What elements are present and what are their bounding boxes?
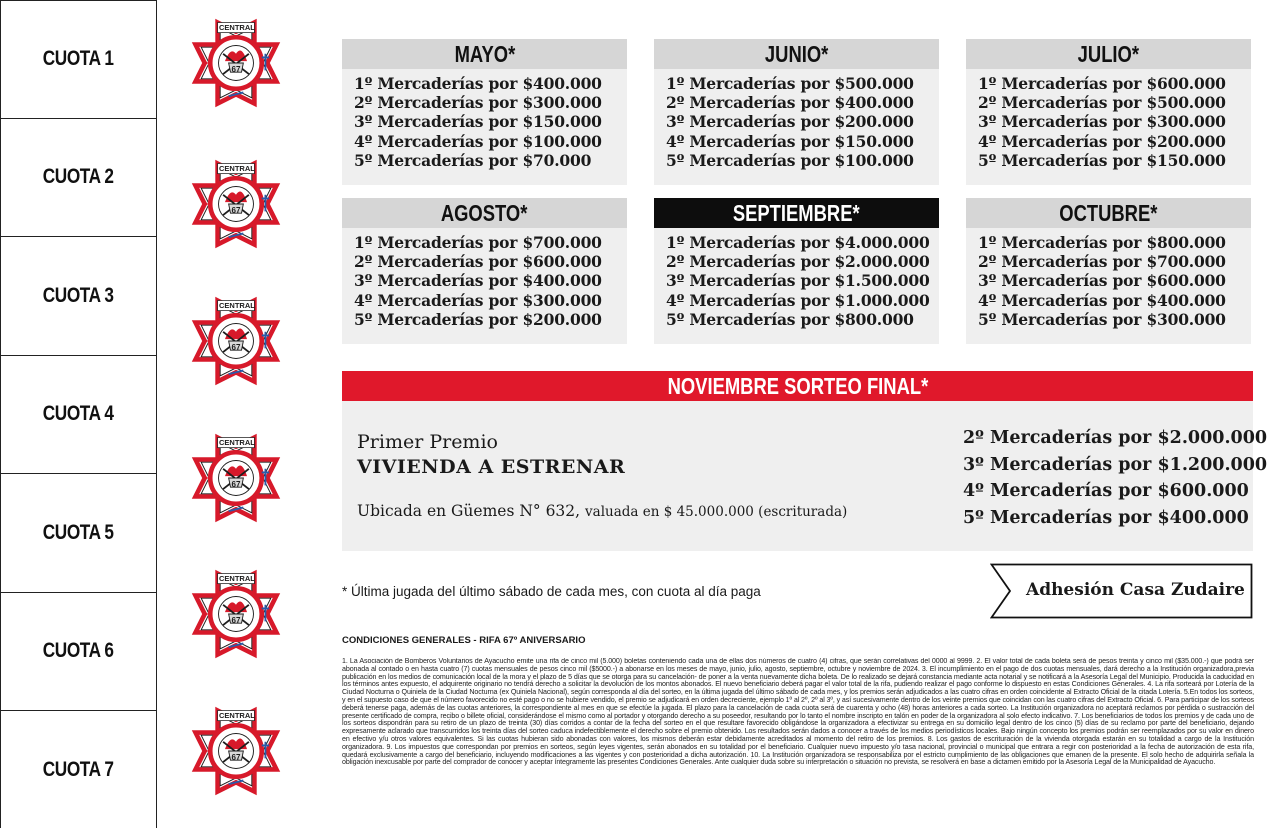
prize-item: 3º Mercaderías por $600.000	[978, 271, 1226, 291]
location-text: Ubicada en Güemes N° 632,	[357, 502, 581, 520]
month-card	[654, 198, 939, 344]
prize-item: 5º Mercaderías por $300.000	[978, 309, 1226, 329]
month-title: OCTUBRE*	[966, 198, 1251, 228]
sponsor-text: Adhesión Casa Zudaire	[1026, 580, 1245, 600]
prize-item: 4º Mercaderías por $1.000.000	[666, 290, 930, 310]
month-title: JUNIO*	[654, 39, 939, 69]
cuota-box	[0, 593, 157, 712]
cuota-box	[0, 0, 157, 119]
prize-item: 4º Mercaderías por $600.000	[963, 481, 1249, 501]
fire-department-emblem	[190, 432, 282, 524]
prize-item: 3º Mercaderías por $200.000	[666, 112, 914, 132]
cuota-label: CUOTA 7	[43, 757, 114, 781]
cuota-box	[0, 711, 157, 828]
cuota-label: CUOTA 3	[43, 283, 114, 307]
prize-item: 5º Mercaderías por $200.000	[354, 309, 602, 329]
final-prize-list	[963, 425, 1267, 531]
month-card	[966, 39, 1251, 185]
cuota-label: CUOTA 1	[43, 47, 114, 71]
prize-item: 4º Mercaderías por $300.000	[354, 290, 602, 310]
prize-item: 3º Mercaderías por $300.000	[978, 112, 1226, 132]
cuota-label: CUOTA 2	[43, 165, 114, 189]
prize-list	[342, 228, 627, 329]
emblem-number: 67	[231, 206, 241, 215]
month-card	[966, 198, 1251, 344]
emblem-number: 67	[231, 65, 241, 74]
prize-item: 2º Mercaderías por $2.000.000	[666, 252, 930, 272]
prize-item: 4º Mercaderías por $150.000	[666, 131, 914, 151]
prize-item: 2º Mercaderías por $700.000	[978, 252, 1226, 272]
prize-list	[654, 69, 939, 170]
emblem-number: 67	[231, 343, 241, 352]
cuota-label: CUOTA 4	[43, 402, 114, 426]
fire-department-emblem	[190, 158, 282, 250]
month-title: AGOSTO*	[342, 198, 627, 228]
conditions-text: 1. La Asociación de Bomberos Voluntarios de Ayacucho emite una rifa de cinco mil (5.000) boletas conteniendo cada una de ellas dos números de cuatro (4) cifras, que serán correlativas del 0000 al 9999. 2. El valor total de cada boleta será de pesos treinta y cinco mil ($35.000.-) que podrá ser abonada al contado o en hasta cuatro (7) cuotas mensuales de pesos cinco mil ($5000.-) a abonarse en los meses de mayo, junio, julio, agosto, septiembre, octubre y noviembre de 2024. 3. El incumplimiento en el pago de dos cuotas mensuales, dará derecho a la Institución organizadora,previa publicación en los medios de comunicación local de la mora y el plazo de 5 días que se otorga para su cancelación- de poner a la venta nuevamente dicha boleta. De lo realizado se dejará constancia mediante acta notarial y se notificará a la Asesoría Legal del Municipio. Producida la caducidad en los términos antes expuesto, el adquirente originario no tendrá derecho a solicitar la devolución de los montos abonados. El nuevo beneficiario deberá pagar el valor total de la rifa, pudiendo realizar el pago conforme lo dispuesto en estas Condiciones Generales. 4. La rifa sorteará por Lotería de la Ciudad Nocturna o Quiniela de la Ciudad Nocturna (ex Quiniela Nacional), según corresponda al día del sorteo, en la última jugada del último sábado de cada mes, y los premios serán adjudicados a las cuatro cifras en orden coincidente al Extracto Oficial de la citada Lotería. 5.En todos los sorteos, y en el supuesto caso de que el número favorecido no esté pago o no se hubiere vendido, el premio se adjudicará en orden decreciente, ejemplo 1º al 2º, 2º al 3º, y así sucesivamente dentro de los veinte premios que coincidan con las cuatro cifras del Extracto Oficial. 6. Para participar de los sorteos deberá tenerse paga, además de las cuotas anteriores, la correspondiente al mes en que se efectúe la jugada. El plazo para la cancelación de cada cuota será de cuarenta y ocho (48) horas anteriores a cada sorteo. La Institución organizadora no aceptará reclamos por pérdida o sustracción del presente certificado de compra, recibo o billete oficial, considerándose el mismo como al portador y otorgando derecho a su poseedor, resultando por lo tanto el nombre inscripto en talón en poder de la organizadora al solo efecto indicativo. 7. Los beneficiarios de todos los premios y de cada uno de los sorteos dispondrán para su retiro de un plazo de treinta (30) días corridos a contar de la fecha del sorteo en el que resultare favorecido obligándose la organizadora a efectivizar su entrega en su domicilio legal dentro de los cinco (5) días de su reclamo por parte del beneficiario, dejando expresamente aclarado que transcurridos los treinta días del sorteo caduca indefectiblemente el derecho sobre el premio obtenido. Los resultados serán dados a conocer a través de los medios periodísticos locales. Bajo ningún concepto los premios podrán ser reemplazados por su valor en dinero en efectivo y/u otros valores equivalentes. Si las cuotas hubieran sido abonadas con valores, los mismos deberán estar debidamente acreditados al momento del retiro de los premios. 8. Los gastos de escrituración de la vivienda otorgada estarán en su totalidad a cargo de la Institución organizadora. 9. Los impuestos que correspondan por premios en sorteos, según leyes vigentes, serán abonados en su totalidad por el beneficiario. Cualquier nuevo impuesto y/o tasa nacional, provincial o municipal que entrara a regir con posterioridad a la fecha de autorización de esta rifa, quedará exclusivamente a cargo del beneficiario, incluyendo modificaciones a las vigentes y con posterioridad a dicha autorización. 10. La Institución organizadora se responsabiliza por el estricto cumplimiento de las obligaciones que emanen de la presente. El solo hecho de adquirirla señala la obligación inexcusable por parte del comprador de conocer y aceptar íntegramente las presentes Condiciones Generales. Ante cualquier duda sobre su interpretación o situación no prevista, se resolverá en base a dictamen emitido por la Asesoría Legal de la Municipalidad de Ayacucho.	[342, 658, 1254, 767]
prize-item: 5º Mercaderías por $70.000	[354, 150, 592, 170]
prize-item: 1º Mercaderías por $4.000.000	[666, 233, 930, 252]
prize-item: 2º Mercaderías por $300.000	[354, 93, 602, 113]
final-draw-title: NOVIEMBRE SORTEO FINAL*	[342, 371, 1253, 401]
cuota-box	[0, 237, 157, 356]
prize-item: 4º Mercaderías por $400.000	[978, 290, 1226, 310]
emblem-top-text: CENTRAL	[219, 711, 255, 720]
prize-item: 3º Mercaderías por $1.500.000	[666, 271, 930, 291]
prize-item: 1º Mercaderías por $700.000	[354, 233, 602, 252]
prize-item: 2º Mercaderías por $400.000	[666, 93, 914, 113]
prize-list	[966, 228, 1251, 329]
house-location	[357, 502, 847, 520]
location-value: valuada en $ 45.000.000 (escriturada)	[585, 504, 848, 520]
prize-item: 5º Mercaderías por $100.000	[666, 150, 914, 170]
prize-item: 3º Mercaderías por $400.000	[354, 271, 602, 291]
prize-item: 1º Mercaderías por $600.000	[978, 74, 1226, 93]
fire-department-emblem	[190, 568, 282, 660]
prize-list	[342, 69, 627, 170]
fire-department-emblem	[190, 705, 282, 797]
footnote: * Última jugada del último sábado de cada mes, con cuota al día paga	[342, 584, 761, 599]
cuota-box	[0, 474, 157, 593]
emblem-number: 67	[231, 480, 241, 489]
emblem-top-text: CENTRAL	[219, 164, 255, 173]
prize-item: 4º Mercaderías por $100.000	[354, 131, 602, 151]
prize-item: 2º Mercaderías por $600.000	[354, 252, 602, 272]
prize-item: 1º Mercaderías por $800.000	[978, 233, 1226, 252]
month-title: MAYO*	[342, 39, 627, 69]
cuota-label: CUOTA 6	[43, 639, 114, 663]
emblem-number: 67	[231, 753, 241, 762]
prize-item: 1º Mercaderías por $500.000	[666, 74, 914, 93]
first-prize-value: VIVIENDA A ESTRENAR	[357, 456, 626, 478]
first-prize-label: Primer Premio	[357, 431, 498, 453]
month-card	[342, 39, 627, 185]
prize-item: 1º Mercaderías por $400.000	[354, 74, 602, 93]
sponsor-tag	[990, 563, 1253, 619]
emblem-top-text: CENTRAL	[219, 23, 255, 32]
emblem-top-text: CENTRAL	[219, 301, 255, 310]
prize-item: 2º Mercaderías por $500.000	[978, 93, 1226, 113]
prize-list	[966, 69, 1251, 170]
cuota-box	[0, 356, 157, 475]
month-card	[342, 198, 627, 344]
emblem-top-text: CENTRAL	[219, 574, 255, 583]
emblem-top-text: CENTRAL	[219, 438, 255, 447]
month-title: JULIO*	[966, 39, 1251, 69]
prize-item: 4º Mercaderías por $200.000	[978, 131, 1226, 151]
fire-department-emblem	[190, 295, 282, 387]
month-card	[654, 39, 939, 185]
month-title: SEPTIEMBRE*	[654, 198, 939, 228]
prize-item: 5º Mercaderías por $800.000	[666, 309, 914, 329]
prize-item: 5º Mercaderías por $400.000	[963, 507, 1249, 528]
prize-item: 2º Mercaderías por $2.000.000	[963, 428, 1268, 448]
cuota-label: CUOTA 5	[43, 520, 114, 544]
prize-item: 3º Mercaderías por $1.200.000	[963, 454, 1268, 475]
final-draw-panel	[342, 401, 1268, 551]
prize-item: 5º Mercaderías por $150.000	[978, 150, 1226, 170]
cuota-box	[0, 119, 157, 238]
prize-item: 3º Mercaderías por $150.000	[354, 112, 602, 132]
emblem-number: 67	[231, 616, 241, 625]
cuota-column	[0, 0, 158, 828]
conditions-title: CONDICIONES GENERALES - RIFA 67º ANIVERSARIO	[342, 635, 586, 646]
fire-department-emblem	[190, 17, 282, 109]
prize-list	[654, 228, 939, 329]
